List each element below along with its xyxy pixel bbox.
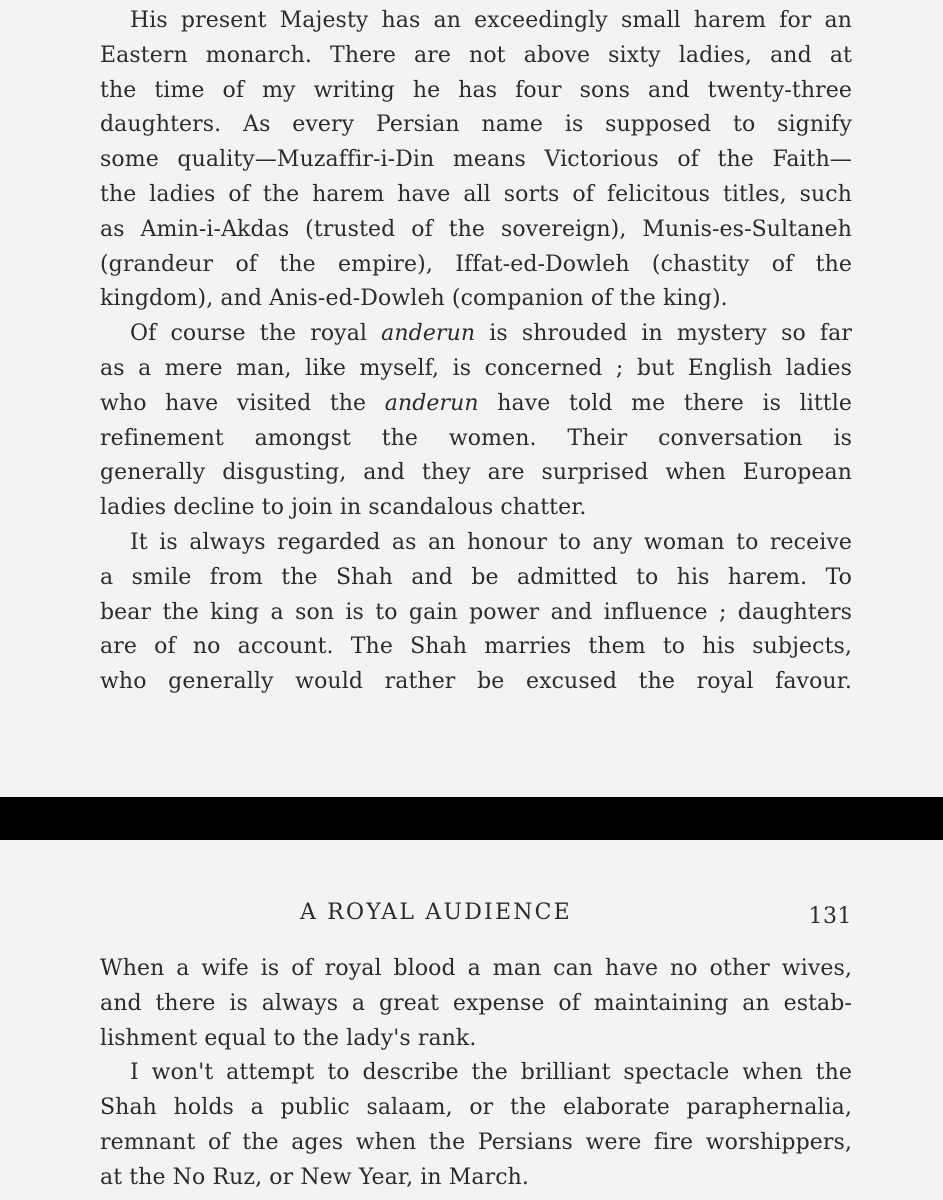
page-number: 131 (808, 904, 852, 929)
text-line: daughters. As every Persian name is supposed to signify (100, 112, 852, 138)
text-line: and there is always a great expense of maintaining an estab- (100, 990, 852, 1016)
text-line: who generally would rather be excused the royal favour. (100, 669, 852, 695)
text-line: lishment equal to the lady's rank. (100, 1025, 477, 1051)
text-segment: who have visited the (100, 390, 385, 416)
text-line: I won't attempt to describe the brilliant spectacle when the (130, 1060, 852, 1086)
bottom-page (0, 840, 943, 1200)
text-line: a smile from the Shah and be admitted to his harem. To (100, 564, 852, 590)
text-line (100, 387, 852, 422)
text-line: refinement amongst the women. Their conversation is (100, 425, 852, 451)
text-line: the ladies of the harem have all sorts of felicitous titles, such (100, 181, 852, 207)
text-line: When a wife is of royal blood a man can have no other wives, (100, 956, 852, 981)
text-line: some quality—Muzaffir-i-Din means Victorious of the Faith— (100, 147, 852, 173)
paragraph-anderun (100, 317, 852, 526)
text-line: kingdom), and Anis-ed-Dowleh (companion of the king). (100, 286, 728, 312)
top-page-text (100, 4, 852, 700)
text-line: at the No Ruz, or New Year, in March. (100, 1164, 529, 1190)
italic-word-anderun: anderun (384, 390, 479, 416)
bottom-page-text (100, 952, 852, 1196)
text-line (100, 317, 852, 352)
text-line: as Amin-i-Akdas (trusted of the sovereign), Munis-es-Sultaneh (100, 216, 852, 242)
running-head (100, 900, 852, 936)
text-line: His present Majesty has an exceedingly small harem for an (130, 8, 852, 33)
text-line: (grandeur of the empire), Iffat-ed-Dowleh (chastity of the (100, 251, 852, 277)
text-segment: Of course the royal (130, 321, 382, 347)
running-head-title: A ROYAL AUDIENCE (300, 900, 572, 925)
paragraph-salaam (100, 1056, 852, 1195)
text-line: as a mere man, like myself, is concerned ; but English ladies (100, 355, 852, 381)
text-line: generally disgusting, and they are surprised when European (100, 460, 852, 486)
text-line: the time of my writing he has four sons and twenty-three (100, 77, 852, 103)
text-line: bear the king a son is to gain power and influence ; daughters (100, 599, 852, 625)
text-line: are of no account. The Shah marries them to his subjects, (100, 634, 852, 660)
text-line: ladies decline to join in scandalous chatter. (100, 495, 587, 521)
text-line: Shah holds a public salaam, or the elaborate paraphernalia, (100, 1095, 852, 1121)
italic-word-anderun: anderun (381, 321, 476, 347)
text-segment: have told me there is little (478, 390, 852, 416)
text-line: It is always regarded as an honour to any woman to receive (130, 529, 852, 555)
text-line: Eastern monarch. There are not above sixty ladies, and at (100, 42, 852, 68)
text-segment: is shrouded in mystery so far (475, 321, 852, 347)
paragraph-royal-blood (100, 952, 852, 1056)
page-divider (0, 797, 943, 840)
text-line: remnant of the ages when the Persians were fire worshippers, (100, 1129, 852, 1155)
paragraph-harem (100, 4, 852, 317)
paragraph-honour (100, 526, 852, 700)
